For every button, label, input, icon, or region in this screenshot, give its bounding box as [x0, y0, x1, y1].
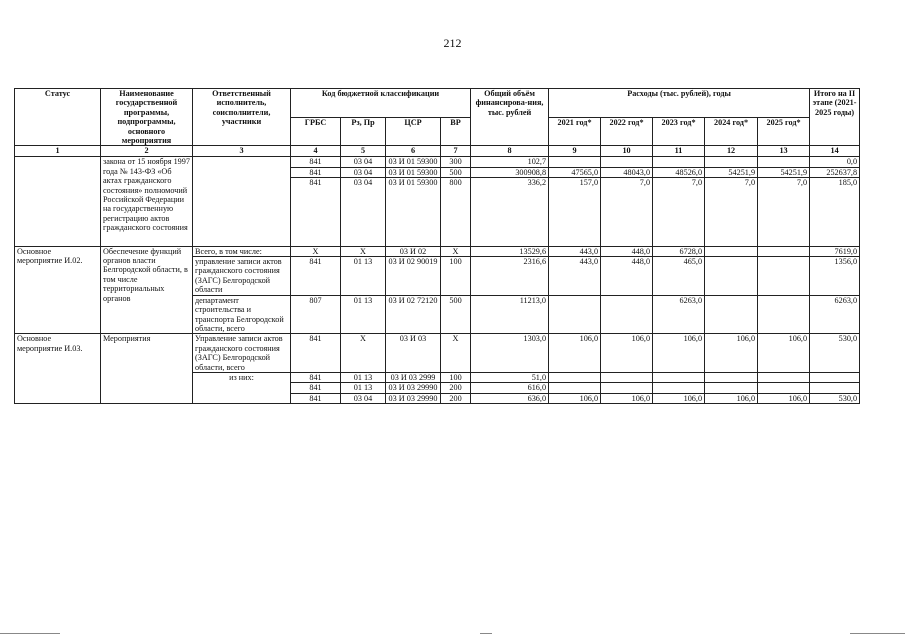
year-2021-cell: 106,0: [549, 334, 601, 373]
rzpr-cell: Х: [341, 334, 386, 373]
status-cell: [15, 157, 101, 246]
scan-edge-line: [0, 633, 60, 634]
year-2025-cell: [758, 372, 810, 382]
total-cell: 102,7: [471, 157, 549, 167]
total-cell: 2316,6: [471, 257, 549, 296]
header-responsible: Ответственный исполнитель, соисполнители, участники: [193, 89, 291, 146]
table-header: [15, 89, 860, 146]
csr-cell: 03 И 03: [386, 334, 441, 373]
vr-cell: 200: [441, 383, 471, 393]
year-2022-cell: 106,0: [601, 393, 653, 403]
grbs-cell: 807: [291, 295, 341, 334]
csr-cell: 03 И 01 59300: [386, 167, 441, 177]
vr-cell: 100: [441, 372, 471, 382]
table-row: [15, 334, 860, 373]
csr-cell: 03 И 01 59300: [386, 157, 441, 167]
year-2023-cell: 465,0: [653, 257, 705, 296]
year-2025-cell: 106,0: [758, 334, 810, 373]
header-2022: 2022 год*: [601, 117, 653, 146]
year-2025-cell: [758, 383, 810, 393]
year-2022-cell: 448,0: [601, 257, 653, 296]
col-number: 2: [101, 146, 193, 157]
year-2024-cell: 54251,9: [705, 167, 758, 177]
rzpr-cell: Х: [341, 246, 386, 256]
year-2023-cell: [653, 383, 705, 393]
vr-cell: 200: [441, 393, 471, 403]
year-2025-cell: 106,0: [758, 393, 810, 403]
year-2025-cell: [758, 257, 810, 296]
itogo-cell: 0,0: [810, 157, 860, 167]
rzpr-cell: 03 04: [341, 157, 386, 167]
year-2024-cell: [705, 257, 758, 296]
year-2022-cell: [601, 157, 653, 167]
grbs-cell: 841: [291, 372, 341, 382]
total-cell: 616,0: [471, 383, 549, 393]
total-cell: 300908,8: [471, 167, 549, 177]
vr-cell: 500: [441, 167, 471, 177]
grbs-cell: 841: [291, 257, 341, 296]
col-number: 5: [341, 146, 386, 157]
year-2023-cell: 48526,0: [653, 167, 705, 177]
year-2024-cell: 106,0: [705, 334, 758, 373]
vr-cell: 500: [441, 295, 471, 334]
col-number: 4: [291, 146, 341, 157]
column-number-row: [15, 146, 860, 157]
csr-cell: 03 И 03 2999: [386, 372, 441, 382]
year-2021-cell: 443,0: [549, 257, 601, 296]
col-number: 6: [386, 146, 441, 157]
header-itogo: Итого на II этапе (2021-2025 годы): [810, 89, 860, 146]
csr-cell: 03 И 01 59300: [386, 178, 441, 188]
csr-cell: 03 И 02 90019: [386, 257, 441, 296]
year-2021-cell: 443,0: [549, 246, 601, 256]
responsible-cell: Всего, в том числе:: [193, 246, 291, 256]
itogo-cell: 185,0: [810, 178, 860, 188]
year-2022-cell: 48043,0: [601, 167, 653, 177]
year-2022-cell: [601, 383, 653, 393]
itogo-cell: [810, 383, 860, 393]
year-2025-cell: 54251,9: [758, 167, 810, 177]
responsible-cell: из них:: [193, 372, 291, 403]
year-2023-cell: [653, 157, 705, 167]
year-2022-cell: [601, 295, 653, 334]
status-cell: Основное мероприятие И.03.: [15, 334, 101, 404]
itogo-cell: 6263,0: [810, 295, 860, 334]
header-grbs: ГРБС: [291, 117, 341, 146]
total-cell: 51,0: [471, 372, 549, 382]
year-2021-cell: [549, 295, 601, 334]
budget-table: [14, 88, 860, 404]
col-number: 10: [601, 146, 653, 157]
year-2025-cell: [758, 157, 810, 167]
itogo-cell: 252637,8: [810, 167, 860, 177]
col-number: 1: [15, 146, 101, 157]
total-cell: 336,2: [471, 178, 549, 188]
year-2025-cell: [758, 246, 810, 256]
year-2024-cell: [705, 295, 758, 334]
col-number: 13: [758, 146, 810, 157]
total-cell: 1303,0: [471, 334, 549, 373]
itogo-cell: 7619,0: [810, 246, 860, 256]
year-2022-cell: 448,0: [601, 246, 653, 256]
header-vr: ВР: [441, 117, 471, 146]
year-2021-cell: [549, 157, 601, 167]
status-cell: Основное мероприятие И.02.: [15, 246, 101, 334]
itogo-cell: [810, 372, 860, 382]
responsible-cell: [193, 157, 291, 246]
responsible-cell: управление записи актов гражданского состояния (ЗАГС) Белгородской области: [193, 257, 291, 296]
table-row: [15, 157, 860, 167]
year-2023-cell: 6728,0: [653, 246, 705, 256]
scan-edge-line: [850, 633, 905, 634]
year-2024-cell: [705, 246, 758, 256]
rzpr-cell: 01 13: [341, 257, 386, 296]
header-2024: 2024 год*: [705, 117, 758, 146]
scan-edge-line: [480, 633, 492, 634]
header-name: Наименование государственной программы, подпрограммы, основного мероприятия: [101, 89, 193, 146]
csr-cell: 03 И 03 29990: [386, 383, 441, 393]
grbs-cell: 841: [291, 393, 341, 403]
header-expenses: Расходы (тыс. рублей), годы: [549, 89, 810, 118]
header-2025: 2025 год*: [758, 117, 810, 146]
year-2021-cell: [549, 372, 601, 382]
grbs-cell: 841: [291, 178, 341, 188]
year-2024-cell: 106,0: [705, 393, 758, 403]
year-2022-cell: 106,0: [601, 334, 653, 373]
grbs-cell: 841: [291, 157, 341, 167]
col-number: 9: [549, 146, 601, 157]
col-number: 7: [441, 146, 471, 157]
rzpr-cell: 01 13: [341, 372, 386, 382]
responsible-cell: департамент строительства и транспорта Белгородской области, всего: [193, 295, 291, 334]
itogo-cell: 530,0: [810, 334, 860, 373]
rzpr-cell: 03 04: [341, 167, 386, 177]
header-csr: ЦСР: [386, 117, 441, 146]
grbs-cell: 841: [291, 334, 341, 373]
col-number: 14: [810, 146, 860, 157]
header-budget-code: Код бюджетной классификации: [291, 89, 471, 118]
table-row: [15, 246, 860, 256]
year-2024-cell: [705, 157, 758, 167]
rzpr-cell: 03 04: [341, 393, 386, 403]
grbs-cell: 841: [291, 383, 341, 393]
year-2022-cell: [601, 372, 653, 382]
col-number: 3: [193, 146, 291, 157]
year-2023-cell: 106,0: [653, 393, 705, 403]
grbs-cell: Х: [291, 246, 341, 256]
vr-cell: Х: [441, 334, 471, 373]
year-2023-cell: [653, 372, 705, 382]
csr-cell: 03 И 02: [386, 246, 441, 256]
rzpr-cell: 03 04: [341, 178, 386, 188]
total-cell: 13529,6: [471, 246, 549, 256]
header-2021: 2021 год*: [549, 117, 601, 146]
program-name: Мероприятия: [101, 334, 193, 404]
itogo-cell: 530,0: [810, 393, 860, 403]
year-2023-cell: 106,0: [653, 334, 705, 373]
vr-cell: 300: [441, 157, 471, 167]
year-2021-cell: 157,0: [549, 178, 601, 188]
itogo-cell: 1356,0: [810, 257, 860, 296]
header-2023: 2023 год*: [653, 117, 705, 146]
rzpr-cell: 01 13: [341, 383, 386, 393]
rzpr-cell: 01 13: [341, 295, 386, 334]
year-2023-cell: 7,0: [653, 178, 705, 188]
total-cell: 11213,0: [471, 295, 549, 334]
csr-cell: 03 И 03 29990: [386, 393, 441, 403]
header-status: Статус: [15, 89, 101, 146]
year-2024-cell: [705, 372, 758, 382]
vr-cell: 800: [441, 178, 471, 188]
grbs-cell: 841: [291, 167, 341, 177]
responsible-cell: Управление записи актов гражданского состояния (ЗАГС) Белгородской области, всего: [193, 334, 291, 373]
year-2022-cell: 7,0: [601, 178, 653, 188]
page-number: 212: [443, 36, 462, 50]
year-2024-cell: [705, 383, 758, 393]
vr-cell: Х: [441, 246, 471, 256]
header-total-volume: Общий объём финансирова-ния, тыс. рублей: [471, 89, 549, 146]
year-2024-cell: 7,0: [705, 178, 758, 188]
col-number: 12: [705, 146, 758, 157]
program-name: Обеспечение функций органов власти Белгородской области, в том числе территориальных органов: [101, 246, 193, 334]
vr-cell: 100: [441, 257, 471, 296]
year-2021-cell: 47565,0: [549, 167, 601, 177]
year-2023-cell: 6263,0: [653, 295, 705, 334]
total-cell: 636,0: [471, 393, 549, 403]
col-number: 11: [653, 146, 705, 157]
year-2021-cell: 106,0: [549, 393, 601, 403]
header-rzpr: Рз, Пр: [341, 117, 386, 146]
year-2021-cell: [549, 383, 601, 393]
col-number: 8: [471, 146, 549, 157]
year-2025-cell: [758, 295, 810, 334]
year-2025-cell: 7,0: [758, 178, 810, 188]
program-name: закона от 15 ноября 1997 года № 143-ФЗ «Об актах гражданского состояния» полномочий Российской Федерации на государственную регистрацию актов гражданского состояния: [101, 157, 193, 246]
csr-cell: 03 И 02 72120: [386, 295, 441, 334]
